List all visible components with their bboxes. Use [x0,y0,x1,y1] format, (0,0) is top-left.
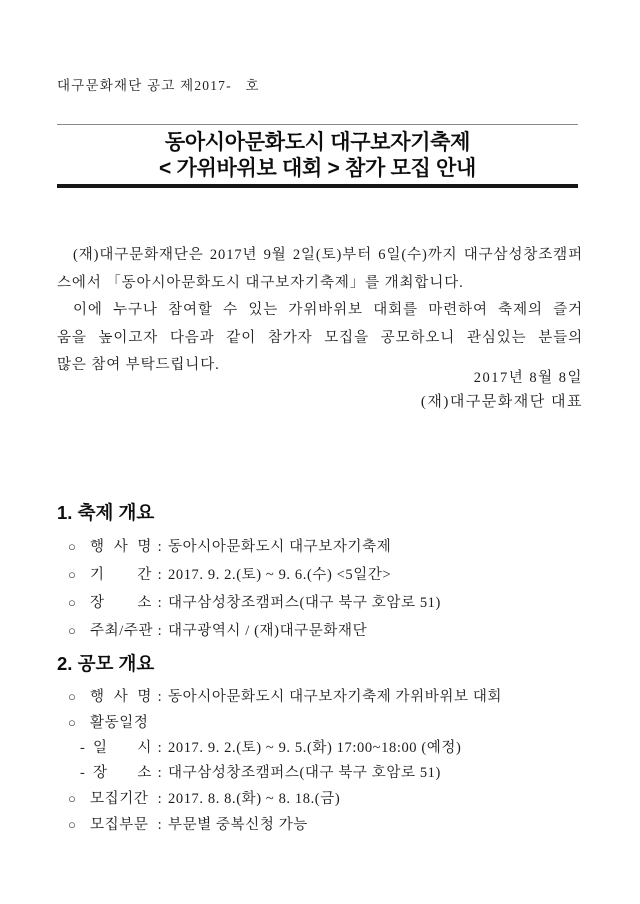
item-label: 모집기간 [90,791,149,807]
item-value: 동아시아문화도시 대구보자기축제 [168,539,392,555]
paragraph-line: 움을 높이고자 다음과 같이 참가자 모집을 공모하오니 관심있는 분들의 [57,329,583,346]
list-item-host [68,617,583,645]
title-block [57,124,578,188]
list-subitem-place [80,761,583,786]
item-value: 2017. 8. 8.(화) ~ 8. 18.(금) [168,791,341,807]
paragraph-line: 이에 누구나 참여할 수 있는 가위바위보 대회를 마련하여 축제의 즐거 [73,302,583,318]
item-colon: : [157,740,163,756]
item-label: 기 간 [90,567,152,583]
item-label: 행 사 명 [90,539,152,555]
intro-paragraph [57,242,583,380]
circle-bullet-icon: ○ [68,623,77,638]
item-colon: : [157,791,163,807]
circle-bullet-icon: ○ [68,595,77,610]
signature: (재)대구문화재단 대표 [420,394,583,410]
circle-bullet-icon: ○ [68,539,77,554]
section-contest-overview [57,652,583,838]
item-label: 장 소 [90,595,152,611]
document-title-line-2: < 가위바위보 대회 > 참가 모집 안내 [159,157,476,180]
circle-bullet-icon: ○ [68,689,77,704]
item-colon: : [157,817,163,833]
circle-bullet-icon: ○ [68,817,77,832]
list-item-apply-category [68,812,583,838]
list-item-place [68,589,583,617]
paragraph-line: (재)대구문화재단은 2017년 9월 2일(토)부터 6일(수)까지 대구삼성창조캠퍼 [73,247,583,263]
item-value: 부문별 중복신청 가능 [168,817,308,833]
item-label: 일 시 [93,740,152,756]
circle-bullet-icon: ○ [68,715,77,730]
item-label: 행 사 명 [90,689,152,705]
item-value: 대구광역시 / (재)대구문화재단 [168,623,368,639]
list-item-event-name [68,684,583,710]
circle-bullet-icon: ○ [68,567,77,582]
item-colon: : [157,765,163,781]
section-festival-overview [57,501,583,645]
announcement-date: 2017년 8월 8일 [473,370,583,386]
list-item-event-name [68,533,583,561]
item-label: 장 소 [93,765,152,781]
item-colon: : [157,595,163,611]
item-colon: : [157,623,163,639]
item-label: 모집부문 [90,817,149,833]
section-heading: 2. 공모 개요 [57,653,155,674]
item-value: 2017. 9. 2.(토) ~ 9. 6.(수) <5일간> [168,567,392,583]
item-label: 활동일정 [90,715,149,731]
item-colon: : [157,567,163,583]
item-value: 동아시아문화도시 대구보자기축제 가위바위보 대회 [168,689,503,705]
section-items [57,684,583,838]
section-heading: 1. 축제 개요 [57,502,155,523]
circle-bullet-icon: ○ [68,791,77,806]
item-colon: : [157,539,163,555]
paragraph-line: 스에서 「동아시아문화도시 대구보자기축제」를 개최합니다. [57,274,464,291]
section-items [57,533,583,645]
dash-bullet-icon: - [80,740,86,756]
paragraph-line: 많은 참여 부탁드립니다. [57,357,220,373]
item-value: 대구삼성창조캠퍼스(대구 북구 호암로 51) [168,595,441,611]
list-item-period [68,561,583,589]
list-subitem-datetime [80,736,583,761]
item-value: 2017. 9. 2.(토) ~ 9. 5.(화) 17:00~18:00 (예정) [168,740,462,756]
document-title-line-1: 동아시아문화도시 대구보자기축제 [164,131,471,154]
item-value: 대구삼성창조캠퍼스(대구 북구 호암로 51) [168,765,441,781]
list-item-schedule [68,710,583,736]
item-colon: : [157,689,163,705]
dash-bullet-icon: - [80,765,86,781]
doc-number: 대구문화재단 공고 제2017- 호 [57,78,260,93]
item-label: 주최/주관 [90,623,154,639]
list-item-apply-period [68,786,583,812]
